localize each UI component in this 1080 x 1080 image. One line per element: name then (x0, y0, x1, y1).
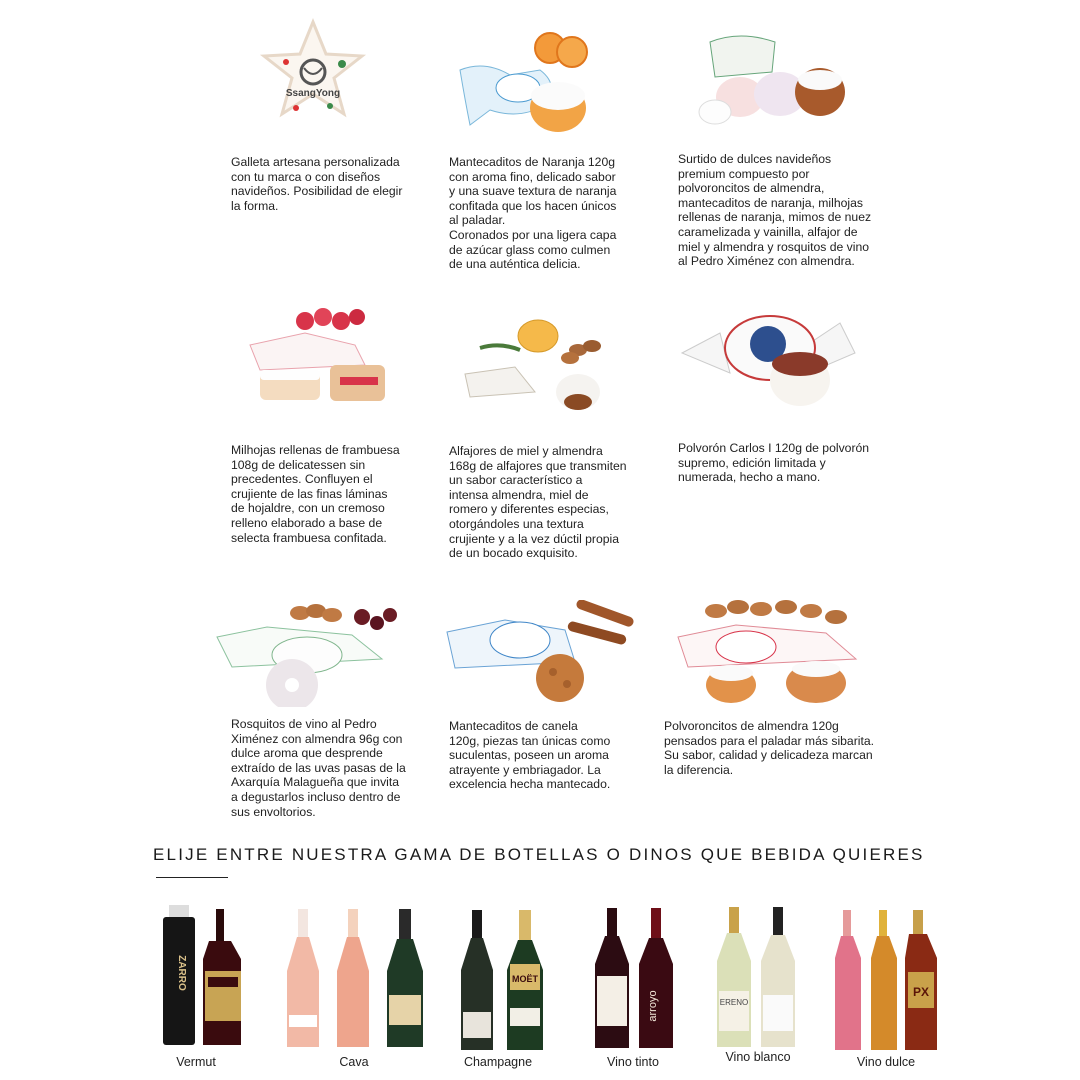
title-divider (156, 877, 228, 878)
ereno-brand-text: ERENO (719, 998, 749, 1007)
vino-tinto-bottles (593, 906, 683, 1051)
milhojas-description: Milhojas rellenas de frambuesa 108g de delicatessen sin precedentes. Confluyen el crujiente de las finas láminas de hojaldre, con un cremoso relleno elaborado a base de selecta frambuesa confitada. (231, 443, 400, 545)
milhojas-image (245, 305, 415, 410)
carlos-description: Polvorón Carlos I 120g de polvorón supremo, edición limitada y numerada, hecho a mano. (678, 441, 870, 485)
canela-description: Mantecaditos de canela 120g, piezas tan únicas como suculentas, poseen un aroma atrayente y embriagador. La excelencia hecha mantecado. (449, 719, 611, 792)
bottle-label-vino-tinto: Vino tinto (607, 1055, 659, 1069)
mantecados-canela-image (445, 600, 645, 705)
champagne-bottles (457, 908, 552, 1053)
vermut-bottles (155, 903, 250, 1048)
arroyo-brand-text: arroyo (647, 990, 659, 1022)
bottle-label-champagne: Champagne (463, 1055, 533, 1069)
bottle-label-vermut: Vermut (176, 1055, 216, 1069)
bottles-section-title: ELIJE ENTRE NUESTRA GAMA DE BOTELLAS O DINOS QUE BEBIDA QUIERES (153, 845, 925, 864)
mantecados-naranja-image (450, 30, 620, 140)
zarro-brand-text: ZARRO (176, 955, 187, 991)
bottle-label-vino-dulce: Vino dulce (856, 1055, 916, 1069)
rosquitos-image (212, 597, 422, 707)
galleta-description: Galleta artesana personalizada con tu marca o con diseños navideños. Posibilidad de elegir la forma. (231, 155, 403, 213)
ssangyong-logo-text: SsangYong (285, 88, 341, 99)
polvoroncitos-description: Polvoroncitos de almendra 120g pensados para el paladar más sibarita. Su sabor, calidad y delicadeza marcan la diferencia. (664, 719, 875, 777)
cava-bottles (283, 905, 428, 1050)
surtido-description: Surtido de dulces navideños premium compuesto por polvoroncitos de almendra, mantecaditos de naranja, milhojas rellenas de naranja, mimos de nuez caramelizada y vainilla, alfajor de miel y almendra y rosquitos de vino al Pedro Ximénez con almendra. (678, 152, 872, 269)
alfajores-description: Alfajores de miel y almendra 168g de alfajores que transmiten un sabor característico a intensa almendra, miel de romero y diferentes especias, otorgándoles una textura crujiente y a la vez dúctil propia de un bocado exquisito. (449, 444, 627, 561)
galleta-star-image (258, 18, 368, 130)
bottle-label-vino-blanco: Vino blanco (725, 1050, 791, 1064)
polvoron-carlos-image (680, 298, 860, 413)
naranja-description: Mantecaditos de Naranja 120g con aroma fino, delicado sabor y una suave textura de naranja confitada que los hacen únicos al paladar. Coronados por una ligera capa de azúcar glass como culmen de una auténtica delicia. (449, 155, 617, 272)
polvoroncitos-image (676, 597, 861, 707)
moet-brand-text: MOËT (512, 974, 538, 984)
vino-blanco-bottles (715, 905, 805, 1050)
alfajores-image (460, 312, 610, 412)
px-brand-text: PX (912, 985, 930, 999)
surtido-image (680, 22, 860, 132)
vino-dulce-bottles (833, 908, 943, 1053)
bottle-label-cava: Cava (339, 1055, 369, 1069)
rosquitos-description: Rosquitos de vino al Pedro Ximénez con almendra 96g con dulce aroma que desprende extraído de las uvas pasas de la Axarquía Malagueña que invita a degustarlos incluso dentro de sus envoltorios. (231, 717, 406, 819)
